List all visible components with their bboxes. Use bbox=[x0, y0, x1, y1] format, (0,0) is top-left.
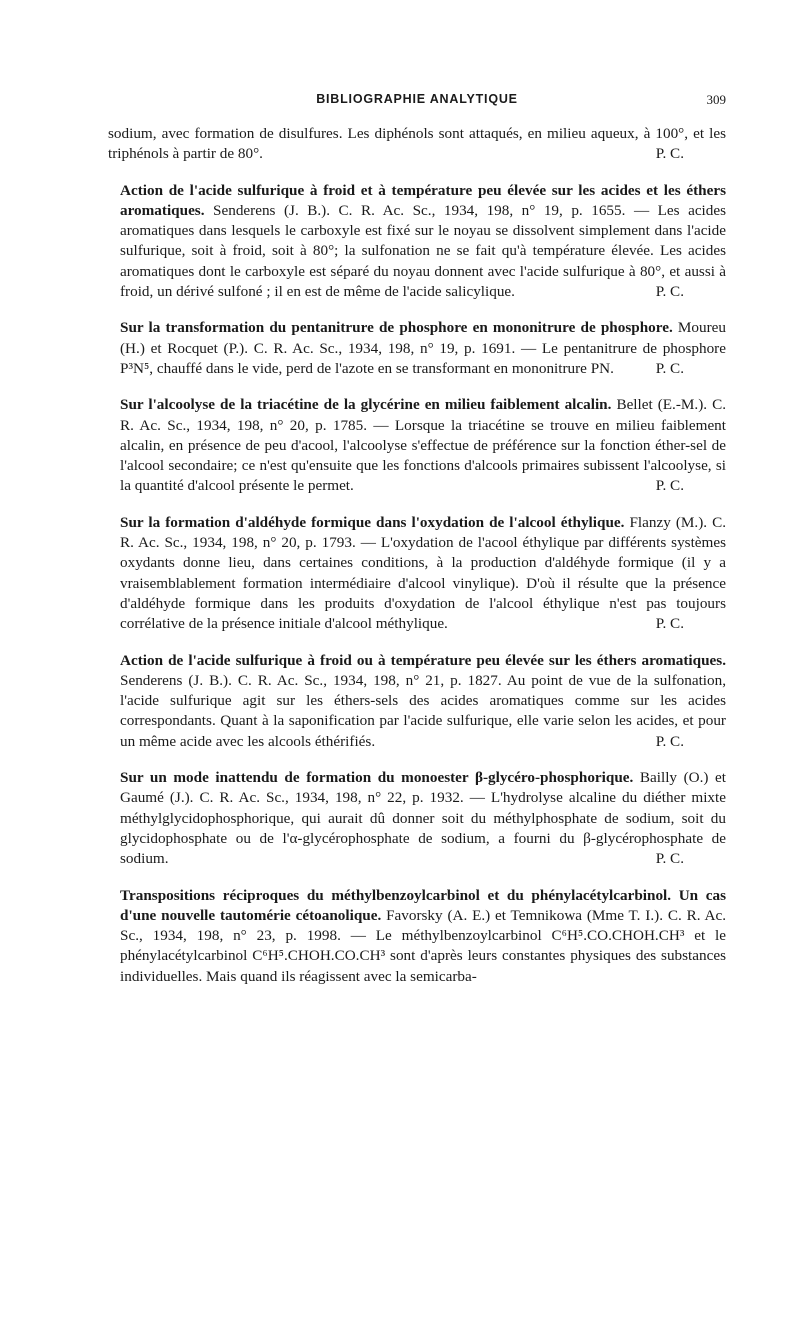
entry-title: Sur la formation d'aldéhyde formique dans l'oxydation de l'alcool éthylique. bbox=[120, 513, 625, 531]
entry-title: Action de l'acide sulfurique à froid ou à température peu élevée sur les éthers aromatiques. bbox=[120, 651, 726, 669]
entry-reference: Favorsky (A. E.) et Temnikowa (Mme T. I.). C. R. Ac. Sc., 1934, 198, n° 23, p. 1998. bbox=[120, 906, 726, 945]
entry bbox=[108, 513, 726, 635]
entry bbox=[108, 395, 726, 496]
entry-text: — L'hydrolyse alcaline du diéther mixte méthylglycidophosphorique, qui aurait dû donner soit du méthylphosphate de sodium, soit du glycidophosphate ou de l'α-glycérophosphate de sodium, a fourni du β-glycérophosphate de sodium. bbox=[120, 789, 726, 868]
entry bbox=[108, 318, 726, 379]
entry-text: sodium, avec formation de disulfures. Les diphénols sont attaqués, en milieu aqueux, à 100°, et les triphénols à partir de 80°. bbox=[108, 125, 726, 163]
entry-signature: P. C. bbox=[655, 145, 684, 163]
entry-signature: P. C. bbox=[655, 850, 684, 868]
entry-reference: Bailly (O.) et Gaumé (J.). C. R. Ac. Sc., 1934, 198, n° 22, p. 1932. bbox=[120, 769, 726, 807]
page bbox=[108, 92, 726, 1003]
entry-title: Sur l'alcoolyse de la triacétine de la glycérine en milieu faiblement alcalin. bbox=[120, 396, 612, 414]
entry bbox=[108, 886, 726, 987]
entry-text: — L'oxydation de l'acool éthylique par différents systèmes oxydants donne lieu, dans certaines conditions, à la production d'aldéhyde formique (il y a vraisemblablement formation intermédiaire d'alcool vinylique). D'où il résulte que la présence d'aldéhyde formique dans les produits d'oxydation de l'alcool éthylique n'est pas toujours corrélative de la présence initiale d'alcool méthylique. bbox=[120, 534, 727, 633]
entry-text: — Lorsque la triacétine se trouve en milieu faiblement alcalin, en présence de peu d'acool, l'alcoolyse s'effectue de préférence sur la fonction éther-sel de l'alcool secondaire; ce n'est qu'ensuite que les fonctions d'alcools primaires subissent l'alcoolyse, si la quantité d'alcool présente le permet. bbox=[120, 416, 726, 495]
entry bbox=[108, 651, 726, 752]
page-number: 309 bbox=[706, 92, 726, 107]
entry-continuation bbox=[108, 124, 726, 165]
entry-signature: P. C. bbox=[655, 359, 684, 377]
entry-signature: P. C. bbox=[655, 477, 684, 495]
entry-reference: Senderens (J. B.). C. R. Ac. Sc., 1934, 198, n° 21, p. 1827. bbox=[120, 671, 502, 689]
entry bbox=[108, 768, 726, 869]
entry bbox=[108, 181, 726, 303]
running-head bbox=[108, 92, 726, 114]
entry-text: — Le méthylbenzoylcarbinol C⁶H⁵.CO.CHOH.CH³ et le phénylacétylcarbinol C⁶H⁵.CHOH.CO.CH³ sont d'après leurs constantes physiques des substances individuelles. Mais quand ils réagissent avec la semicarba- bbox=[120, 927, 727, 985]
entry-signature: P. C. bbox=[655, 283, 684, 301]
entry-text: — Les acides aromatiques dans lesquels le carboxyle est fixé sur le noyau se dissolvent simplement dans l'acide sulfurique, soit à froid, soit à 80°; la sulfonation ne se fait qu'à température élevée. Les acides aromatiques dont le carboxyle est séparé du noyau donnent avec l'acide sulfurique à 80°, et aussi à froid, un dérivé sulfoné ; il en est de même de l'acide salicylique. bbox=[120, 201, 727, 301]
entry-reference: Bellet (E.-M.). C. R. Ac. Sc., 1934, 198, n° 20, p. 1785. bbox=[120, 396, 727, 434]
entry-text: Au point de vue de la sulfonation, l'acide sulfurique agit sur les éthers-sels des acides aromatiques comme sur les acides correspondants. Quant à la saponification par l'acide sulfurique, elle varie selon les acides, et pour un même acide avec les alcools éthérifiés. bbox=[120, 671, 726, 750]
entry-signature: P. C. bbox=[655, 615, 684, 633]
entry-title: Sur un mode inattendu de formation du monoester β-glycéro-phosphorique. bbox=[120, 769, 634, 787]
entry-text: — Le pentanitrure de phosphore P³N⁵, chauffé dans le vide, perd de l'azote en se transformant en mononitrure PN. bbox=[120, 339, 726, 377]
entry-reference: Flanzy (M.). C. R. Ac. Sc., 1934, 198, n° 20, p. 1793. bbox=[120, 513, 726, 552]
entry-title: Transpositions réciproques du méthylbenzoylcarbinol et du phénylacétylcarbinol. Un cas d'une nouvelle tautomérie cétoanolique. bbox=[120, 886, 726, 924]
running-title: BIBLIOGRAPHIE ANALYTIQUE bbox=[316, 92, 518, 106]
entry-signature: P. C. bbox=[655, 732, 684, 750]
entry-reference: Moureu (H.) et Rocquet (P.). C. R. Ac. Sc., 1934, 198, n° 19, p. 1691. bbox=[120, 319, 727, 357]
entry-title: Action de l'acide sulfurique à froid et à température peu élevée sur les acides et les éthers aromatiques. bbox=[120, 181, 726, 219]
entry-reference: Senderens (J. B.). C. R. Ac. Sc., 1934, 198, n° 19, p. 1655. bbox=[213, 201, 626, 219]
entry-title: Sur la transformation du pentanitrure de phosphore en mononitrure de phosphore. bbox=[120, 319, 673, 337]
